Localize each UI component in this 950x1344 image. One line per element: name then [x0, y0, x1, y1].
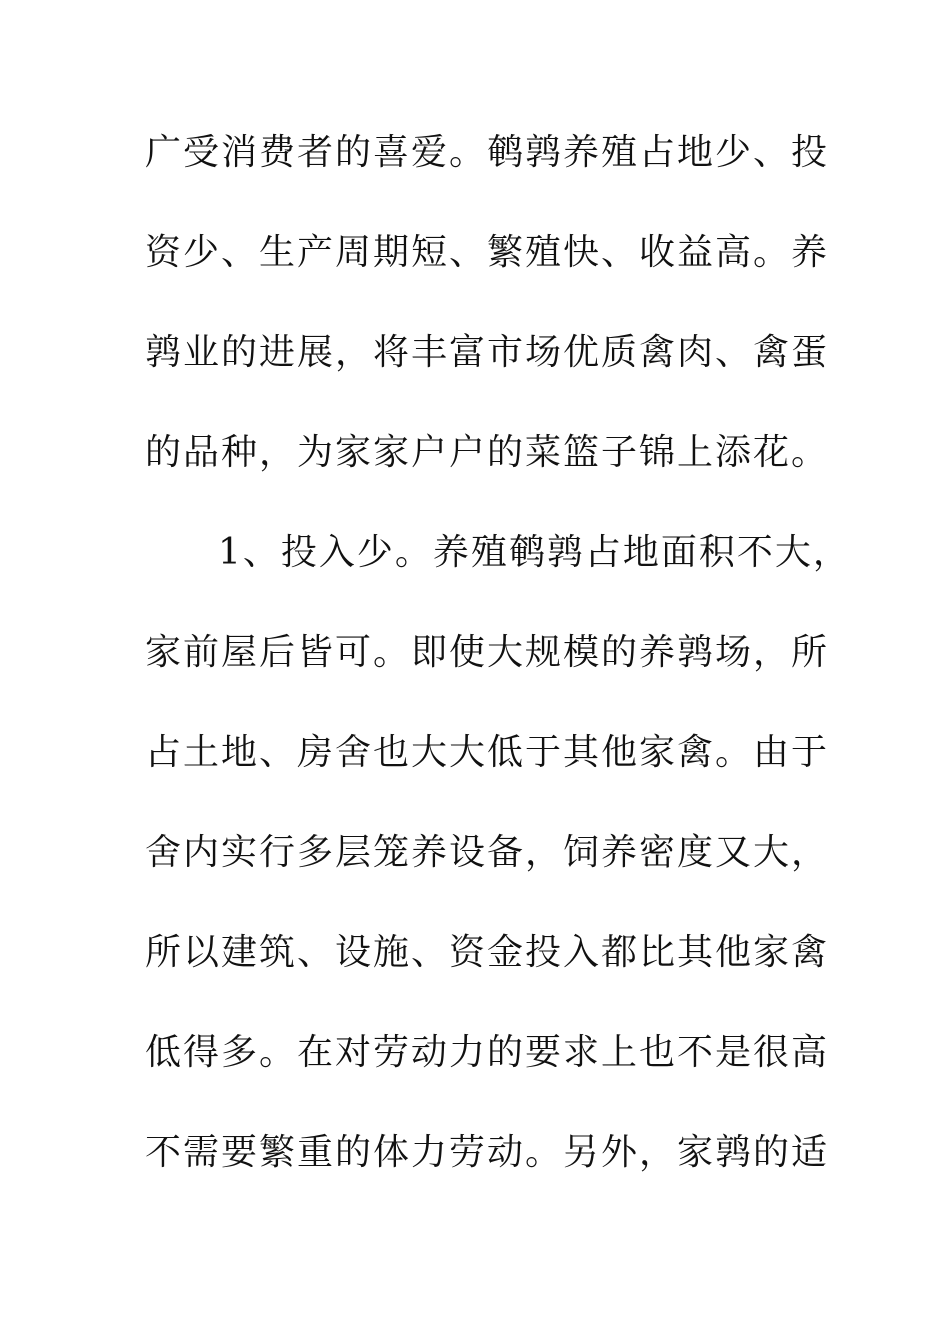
- text-line-4: 的品种，为家家户户的菜篮子锦上添花。: [145, 432, 830, 473]
- text-line-6: 家前屋后皆可。即使大规模的养鹑场，所: [145, 632, 830, 673]
- text-line-5-paragraph-start: 1、投入少。养殖鹌鹑占地面积不大，: [218, 532, 851, 573]
- text-line-11: 不需要繁重的体力劳动。另外，家鹑的适: [145, 1132, 830, 1173]
- text-line-7: 占土地、房舍也大大低于其他家禽。由于: [145, 732, 830, 773]
- text-line-3: 鹑业的进展，将丰富市场优质禽肉、禽蛋: [145, 332, 830, 373]
- text-line-8: 舍内实行多层笼养设备，饲养密度又大，: [145, 832, 830, 873]
- text-line-10: 低得多。在对劳动力的要求上也不是很高: [145, 1032, 830, 1073]
- text-line-9: 所以建筑、设施、资金投入都比其他家禽: [145, 932, 830, 973]
- text-line-1: 广受消费者的喜爱。鹌鹑养殖占地少、投: [145, 132, 830, 173]
- text-line-2: 资少、生产周期短、繁殖快、收益高。养: [145, 232, 830, 273]
